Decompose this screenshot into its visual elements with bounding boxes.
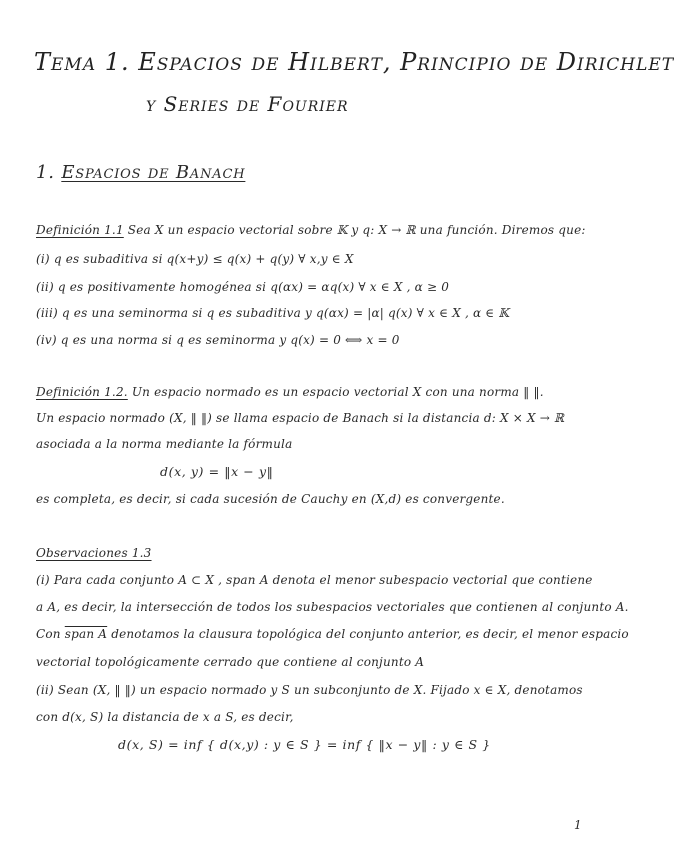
definition-1-2-line-1: [36, 385, 544, 399]
definition-1-2-line-4: es completa, es decir, si cada sucesión de Cauchy en (X,d) es convergente.: [36, 492, 505, 506]
definition-1-1-text: Sea X un espacio vectorial sobre 𝕂 y q: X → ℝ una función. Diremos que:: [127, 223, 586, 237]
definition-item: (iii) q es una seminorma si q es subaditiva y q(αx) = |α| q(x) ∀ x ∈ X , α ∈ 𝕂: [36, 306, 510, 320]
definition-item: (ii) q es positivamente homogénea si q(αx) = αq(x) ∀ x ∈ X , α ≥ 0: [36, 280, 450, 294]
distance-formula: d(x, y) = ‖x − y‖: [160, 464, 274, 479]
definition-1-1-intro: [36, 223, 586, 237]
observation-text: Con: [36, 627, 61, 641]
observation-line: (i) Para cada conjunto A ⊂ X , span A denota el menor subespacio vectorial que contiene: [36, 573, 593, 587]
observation-line: vectorial topológicamente cerrado que contiene al conjunto A: [36, 655, 425, 669]
page-number: 1: [574, 818, 582, 832]
section-number: 1.: [36, 162, 55, 183]
observation-text: denotamos la clausura topológica del conjunto anterior, es decir, el menor espacio: [111, 627, 629, 641]
observation-line: con d(x, S) la distancia de x a S, es decir,: [36, 710, 294, 724]
observation-line: [36, 627, 629, 641]
distance-to-set-formula: d(x, S) = inf { d(x,y) : y ∈ S } = inf { ‖x − y‖ : y ∈ S }: [118, 737, 491, 752]
definition-1-1-label: Definición 1.1: [36, 223, 124, 237]
observation-line: (ii) Sean (X, ‖ ‖) un espacio normado y S un subconjunto de X. Fijado x ∈ X, denotamos: [36, 683, 583, 697]
closure-span: span A: [64, 627, 108, 641]
observation-line: a A, es decir, la intersección de todos los subespacios vectoriales que contienen al conjunto A.: [36, 600, 629, 614]
observations-heading: [36, 546, 152, 560]
definition-item: (i) q es subaditiva si q(x+y) ≤ q(x) + q(y) ∀ x,y ∈ X: [36, 252, 354, 266]
definition-1-2-text: Un espacio normado es un espacio vectorial X con una norma ‖ ‖.: [131, 385, 544, 399]
title-line-2: y Series de Fourier: [146, 92, 349, 116]
definition-1-2-line-2: Un espacio normado (X, ‖ ‖) se llama espacio de Banach si la distancia d: X × X → ℝ: [36, 411, 565, 425]
section-title: Espacios de Banach: [61, 162, 246, 183]
definition-1-2-label: Definición 1.2.: [36, 385, 128, 399]
title-line-1: Tema 1. Espacios de Hilbert, Principio de Dirichlet: [34, 48, 674, 76]
definition-1-2-line-3: asociada a la norma mediante la fórmula: [36, 437, 293, 451]
section-heading: [36, 162, 245, 183]
observations-label: Observaciones 1.3: [36, 546, 152, 560]
definition-item: (iv) q es una norma si q es seminorma y q(x) = 0 ⟺ x = 0: [36, 333, 400, 347]
